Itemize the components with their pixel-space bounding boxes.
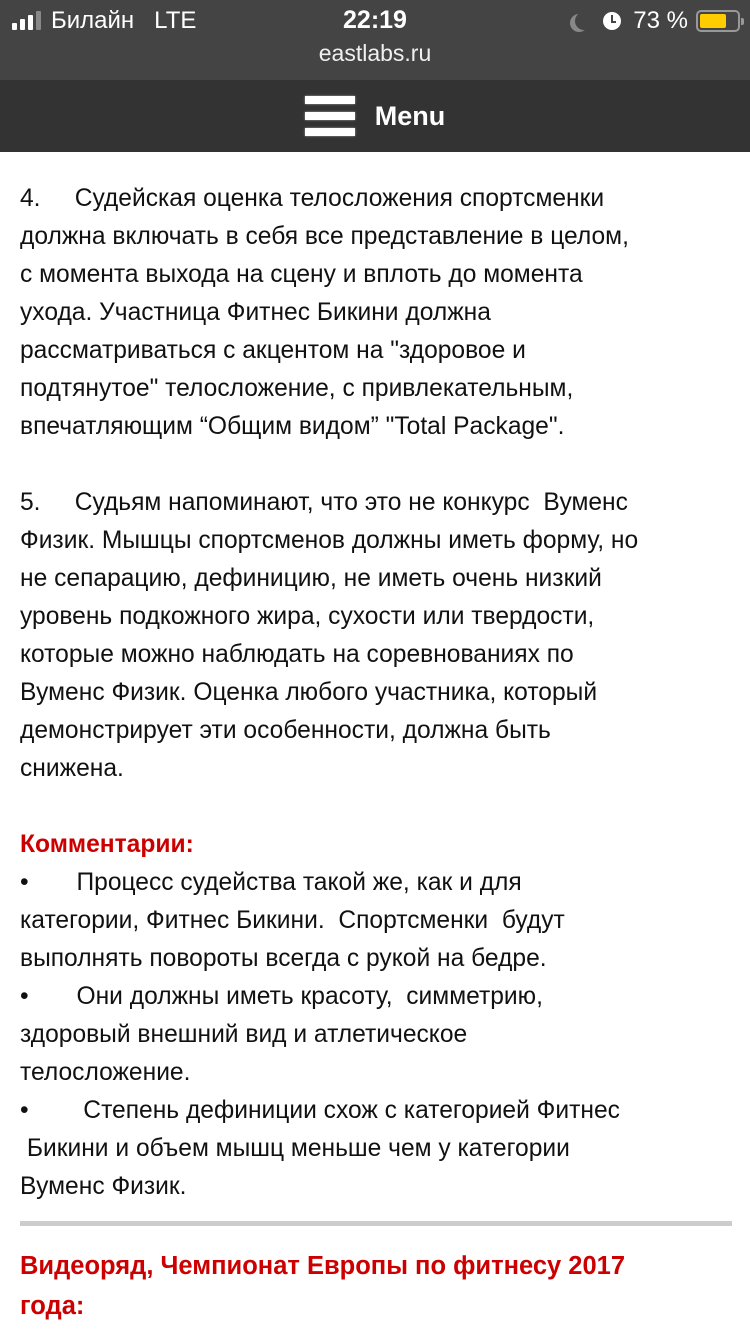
item-5-line: 5. Судьям напоминают, что это не конкурс Вуменс — [20, 489, 628, 516]
battery-icon — [696, 10, 740, 32]
comment-line: Вуменс Физик. — [20, 1173, 187, 1200]
menu-bar[interactable] — [0, 80, 750, 152]
status-bar — [0, 0, 750, 42]
battery-percent: 73 % — [633, 7, 688, 34]
hamburger-menu-icon[interactable] — [305, 96, 355, 136]
item-4-line: с момента выхода на сцену и вплоть до момента — [20, 261, 583, 288]
comment-bullet-line: • Процесс судейства такой же, как и для — [20, 869, 522, 896]
item-5-line: снижена. — [20, 755, 124, 782]
item-5-line: Физик. Мышцы спортсменов должны иметь форму, но — [20, 527, 639, 554]
comment-bullet-line: • Степень дефиниции схож с категорией Фитнес — [20, 1097, 620, 1124]
address-bar-url[interactable]: eastlabs.ru — [318, 40, 432, 66]
carrier-name: Билайн — [51, 7, 135, 34]
status-time: 22:19 — [343, 6, 407, 34]
item-5-line: не сепарацию, дефиницию, не иметь очень низкий — [20, 565, 602, 592]
video-heading: года: — [20, 1292, 85, 1320]
comments-heading: Комментарии: — [20, 831, 194, 858]
comment-line: здоровый внешний вид и атлетическое — [20, 1021, 468, 1048]
item-4-line: рассматриваться с акцентом на "здоровое и — [20, 337, 526, 364]
article-content — [20, 180, 732, 1326]
comment-line: Бикини и объем мышц меньше чем у категории — [20, 1135, 570, 1162]
item-4-line: впечатляющим “Общим видом” "Total Package". — [20, 413, 565, 440]
item-5-line: Вуменс Физик. Оценка любого участника, который — [20, 679, 598, 706]
item-4-line: 4. Судейская оценка телосложения спортсменки — [20, 185, 605, 212]
item-5-line: которые можно наблюдать на соревнованиях по — [20, 641, 574, 668]
status-right — [569, 6, 740, 36]
section-divider — [20, 1221, 732, 1226]
item-5-line: демонстрирует эти особенности, должна быть — [20, 717, 551, 744]
video-heading: Видеоряд, Чемпионат Европы по фитнесу 2017 — [20, 1252, 626, 1280]
browser-top — [0, 0, 750, 80]
comment-line: выполнять повороты всегда с рукой на бедре. — [20, 945, 547, 972]
item-4-line: ухода. Участница Фитнес Бикини должна — [20, 299, 491, 326]
menu-button-label[interactable]: Menu — [374, 100, 446, 131]
item-4-line: должна включать в себя все представление в целом, — [20, 223, 629, 250]
alarm-icon — [603, 12, 621, 30]
comment-line: категории, Фитнес Бикини. Спортсменки будут — [20, 907, 565, 934]
item-5-line: уровень подкожного жира, сухости или твердости, — [20, 603, 595, 630]
network-type: LTE — [154, 7, 197, 34]
comment-line: телосложение. — [20, 1059, 191, 1086]
comment-bullet-line: • Они должны иметь красоту, симметрию, — [20, 983, 543, 1010]
do-not-disturb-icon — [575, 12, 593, 30]
item-4-line: подтянутое" телосложение, с привлекательным, — [20, 375, 574, 402]
